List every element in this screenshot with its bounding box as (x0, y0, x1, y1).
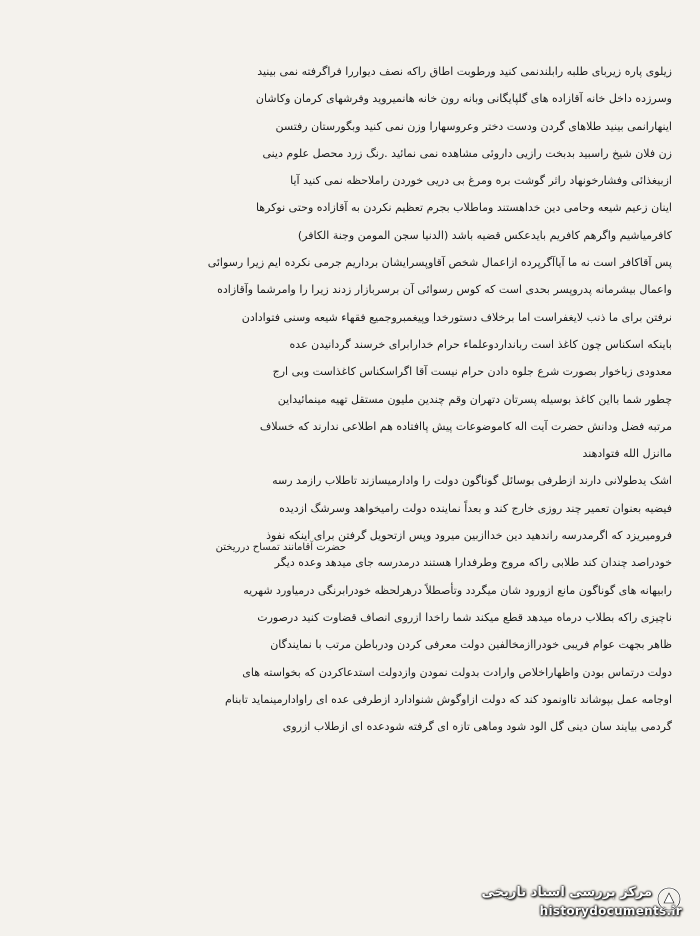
text-line: مرتبه فضل ودانش حضرت آیت اله کاموضوعات پیش پاافتاده هم اطلاعی ندارند که خسلاف (259, 419, 672, 433)
text-line: ناچیزی راکه بطلاب درماه میدهد قطع میکند شما راخدا ازروی انصاف قضاوت کنید درصورت (257, 610, 672, 624)
text-line: رابیهانه های گوناگون مانع ازورود شان میگردد وتأصطلاً درهرلحظه خودرابرنگی درمیاورد شهریه (243, 583, 672, 597)
text-line: فیضیه بعنوان تعمیر چند روزی خارج کند و بعداً نماینده دولت رامیخواهد وسرشگ ازدیده (279, 501, 672, 515)
text-line: زن فلان شیخ راسبید بدبخت رازیی داروئی مشاهده نمی نمائید .رنگ زرد محصل علوم دینی (262, 146, 672, 160)
text-line: ماانزل الله فتوادهند (582, 447, 672, 461)
watermark-title: مرکز بررسی اسناد تاریخی (481, 885, 652, 900)
text-line: گردمی بیایند سان دینی گل الود شود وماهی تازه ای گرفته شودعده ای ازطلاب ازروی (282, 720, 672, 734)
text-line: معدودی زباخوار بصورت شرع جلوه دادن حرام نیست آقا اگراسکناس کاغذاست وبی ارج (272, 365, 672, 379)
text-line: اشک یدطولانی دارند ازطرفی بوسائل گوناگون دولت را وادارمیسازند تاطلاب رازمد رسه (272, 474, 672, 488)
text-line: وسرزده داخل خانه آقازاده های گلپایگانی وبانه رون خانه هانمیروید وفرشهای کرمان وکاشان (255, 92, 672, 106)
text-line: خودراصد چندان کند طلابی راکه مروج وطرفدارا هستند درمدرسه جای میدهد وعده دیگر (274, 556, 672, 570)
watermark-url: historydocuments.ir (539, 904, 682, 918)
text-line: پس آقاکافر است نه ما آیاآگرپرده ازاعمال شخص آقاوپسرایشان برداریم جرمی نکرده ایم زیرا رسوائی (207, 256, 672, 270)
letter-body (60, 58, 672, 740)
text-line: اوجامه عمل بپوشاند تااونمود کند که دولت ازاوگوش شنوادارد ازطرفی عده ای راوادارمینماید تابنام (224, 692, 672, 706)
text-line: کافرمیاشیم واگرهم کافریم بایدعکس قضیه باشد (الدنیا سجن المومن وجنة الکافر) (297, 228, 672, 242)
archive-logo-icon (656, 886, 682, 912)
text-line: زیلوی پاره زیربای طلبه رابلندنمی کنید ورطوبت اطاق راکه نصف دیواررا فراگرفته نمی بینید (257, 65, 672, 78)
text-line: فرومیریزد که اگرمدرسه راندهید دین خداازبین میرود وپس ازتحویل گرفتن برای اینکه نفوذ (266, 529, 672, 543)
text-line: اینهارانمی بینید طلاهای گردن ودست دختر وعروسهارا وزن نمی کنید وبگورستان رفتسن (275, 119, 672, 133)
text-line: واعمال بیشرمانه پدروپسر بحدی است که کوس رسوائی آن برسربازار زدند زیرا را وامرشما وآقازاده (217, 283, 672, 297)
text-line: ازبیغذائی وفشارخونهاد راثر گوشت بره ومرغ بی دریی خوردن راملاحظه نمی کنید آیا (290, 174, 672, 188)
archive-watermark (412, 884, 682, 930)
text-line: اینان زعیم شیعه وحامی دین خداهستند وماطلاب بجرم تعظیم نکردن به آقازاده وحتی نوکرها (255, 201, 672, 215)
margin-note: حضرت آقامانند تمساح درریختن (215, 542, 346, 553)
text-line: نرفتن برای ما ذنب لایغفراست اما برخلاف دستورخدا وپیغمبروجمیع فقهاء شیعه وسنی فتوادادن (241, 310, 672, 324)
text-line: ظاهر بجهت عوام فریبی خودراازمخالفین دولت معرفی کردن ودرباطن مرتب با نمایندگان (270, 638, 672, 652)
text-line: باینکه اسکناس چون کاغذ است ربانداردوعلماء حرام خدارابرای خرسند گردانیدن عده (289, 337, 672, 351)
text-line: دولت درتماس بودن واظهاراخلاص وارادت بدولت نمودن وازدولت استدعاکردن که بخواسته های (242, 665, 672, 679)
text-line: چطور شما بااین کاغذ بوسیله پسرتان دتهران وقم چندین ملیون مستقل تهیه مینمائیداین (277, 392, 672, 406)
